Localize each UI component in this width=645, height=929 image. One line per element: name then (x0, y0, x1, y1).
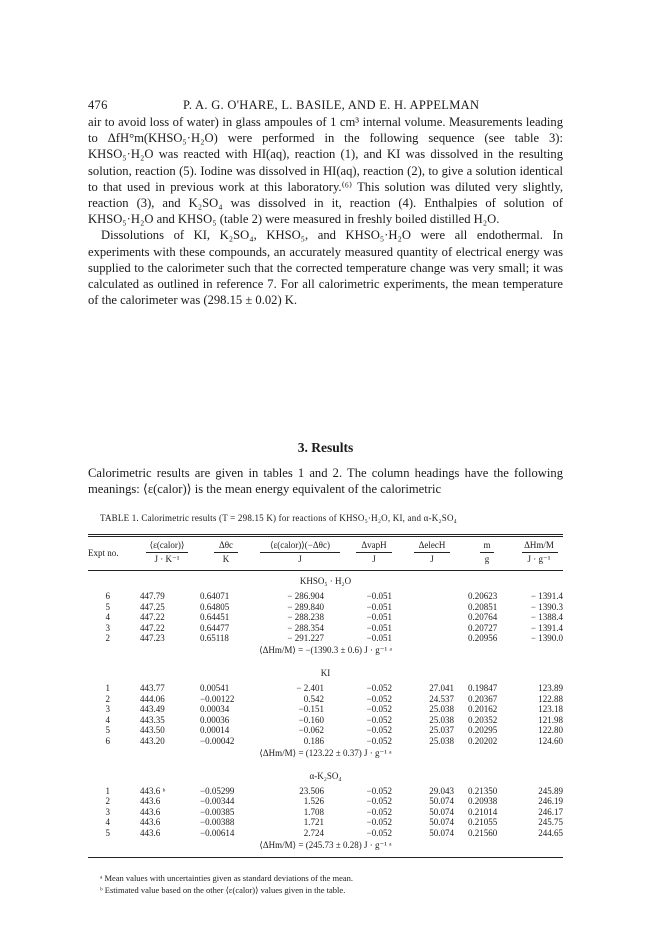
cell-delta-theta: 0.64451 (200, 612, 230, 623)
cell-delta-vap: −0.052 (366, 704, 392, 715)
cell-mass: 0.20295 (468, 725, 498, 736)
header-col5-fraction-line (414, 552, 450, 553)
cell-eps-calor: 443.6 (140, 806, 161, 817)
paragraph-dissolutions: Dissolutions of KI, K₂SO₄, KHSO₅, and KHSO₅·H₂O were all endothermal. In experiments with these compounds, an accurately measured quantity of electrical energy was supplied to the calorimeter such that the corrected temperature change was very small; it was calculated as outlined in reference 7. For all calorimetric experiments, the mean temperature of the calorimeter was (298.15 ± 0.02) K. (88, 228, 563, 308)
cell-energy: 23.506 (299, 785, 324, 796)
cell-expt-no: 5 (105, 828, 110, 838)
section-title: 3. Results (297, 440, 354, 455)
cell-energy: −0.160 (298, 714, 324, 725)
cell-delta-vap: −0.052 (366, 736, 392, 746)
cell-delta-vap: −0.051 (366, 612, 392, 623)
cell-eps-calor: 443.6 ᵇ (140, 785, 166, 796)
cell-delta-h-per-m: 123.89 (538, 683, 563, 693)
cell-eps-calor: 443.49 (140, 704, 165, 715)
cell-mass: 0.20162 (468, 704, 498, 715)
footnote-b: ᵇ Estimated value based on the other ⟨ε(calor)⟩ values given in the table. (100, 885, 346, 895)
table-row (88, 736, 563, 748)
cell-delta-elec: 25.038 (429, 704, 454, 715)
header-col7-bottom: J · g⁻¹ (527, 554, 551, 564)
cell-mass: 0.19847 (468, 683, 498, 693)
cell-delta-h-per-m: 123.18 (538, 704, 563, 715)
cell-eps-calor: 443.6 (140, 796, 161, 807)
cell-delta-vap: −0.052 (366, 796, 392, 807)
cell-delta-h-per-m: 246.19 (538, 796, 563, 807)
header-col3-top: ⟨ε(calor)⟩(−Δθc) (270, 540, 330, 550)
cell-expt-no: 3 (105, 806, 110, 817)
header-col6-bottom: g (484, 554, 490, 564)
cell-delta-theta: 0.00541 (200, 683, 230, 693)
header-col4-fraction-line (356, 552, 392, 553)
cell-delta-theta: −0.00042 (200, 736, 235, 746)
cell-mass: 0.20956 (468, 633, 498, 644)
cell-energy: 1.721 (303, 817, 324, 828)
header-col1-top: ⟨ε(calor)⟩ (149, 540, 185, 550)
cell-delta-theta: 0.64805 (200, 601, 230, 612)
cell-energy: −0.151 (298, 704, 324, 715)
cell-delta-elec: 25.038 (429, 736, 454, 746)
cell-mass: 0.20623 (468, 591, 498, 601)
cell-delta-vap: −0.052 (366, 785, 392, 796)
cell-eps-calor: 447.22 (140, 622, 165, 633)
cell-delta-theta: −0.00388 (200, 817, 235, 828)
header-col6-top: m (483, 540, 491, 550)
cell-delta-h-per-m: 244.65 (538, 828, 563, 838)
header-col1-bottom: J · K⁻¹ (154, 554, 180, 564)
cell-delta-h-per-m: 122.80 (538, 725, 563, 736)
cell-energy: 1.526 (303, 796, 324, 807)
cell-mass: 0.20727 (468, 622, 498, 633)
group-title: α-K₂SO₄ (309, 770, 342, 781)
running-head: P. A. G. O'HARE, L. BASILE, AND E. H. APPELMAN (183, 98, 480, 112)
cell-delta-elec: 50.074 (429, 828, 454, 838)
table-footnotes (100, 872, 560, 896)
cell-delta-vap: −0.052 (366, 817, 392, 828)
cell-mass: 0.21055 (468, 817, 498, 828)
cell-delta-h-per-m: 245.75 (538, 817, 563, 828)
cell-delta-h-per-m: − 1388.4 (530, 612, 563, 623)
cell-energy: − 288.354 (287, 622, 324, 633)
cell-eps-calor: 443.6 (140, 828, 161, 838)
cell-expt-no: 4 (105, 714, 110, 725)
cell-delta-elec: 24.537 (429, 693, 454, 704)
table-top-rule (88, 534, 563, 535)
cell-eps-calor: 447.79 (140, 591, 165, 601)
cell-mass: 0.20764 (468, 612, 498, 623)
cell-energy: 1.708 (303, 806, 324, 817)
cell-energy: −0.062 (298, 725, 324, 736)
cell-expt-no: 5 (105, 601, 110, 612)
cell-mass: 0.21014 (468, 806, 498, 817)
cell-delta-theta: −0.00344 (200, 796, 235, 807)
cell-delta-elec: 25.037 (429, 725, 454, 736)
header-col7-top: ΔHm/M (524, 540, 554, 550)
cell-delta-h-per-m: − 1390.0 (530, 633, 563, 644)
cell-expt-no: 6 (105, 736, 110, 746)
cell-delta-h-per-m: 245.89 (538, 785, 563, 796)
header-col4-bottom: J (372, 554, 376, 564)
header-expt-no: Expt no. (88, 548, 119, 558)
cell-delta-vap: −0.052 (366, 693, 392, 704)
header-col3-fraction-line (260, 552, 340, 553)
cell-delta-theta: 0.64477 (200, 622, 230, 633)
cell-eps-calor: 447.25 (140, 601, 165, 612)
cell-delta-theta: 0.64071 (200, 591, 230, 601)
header-col3-bottom: J (298, 554, 302, 564)
group-title: KI (320, 668, 331, 678)
cell-expt-no: 1 (105, 683, 110, 693)
cell-expt-no: 2 (105, 796, 110, 807)
cell-mass: 0.20851 (468, 601, 498, 612)
table-top-rule-double (88, 536, 563, 537)
cell-delta-h-per-m: 121.98 (538, 714, 563, 725)
cell-delta-theta: 0.00036 (200, 714, 230, 725)
cell-eps-calor: 443.20 (140, 736, 165, 746)
page-number: 476 (88, 98, 108, 112)
cell-mass: 0.20938 (468, 796, 498, 807)
cell-delta-theta: 0.00014 (200, 725, 230, 736)
cell-expt-no: 2 (105, 633, 110, 644)
table-caption: TABLE 1. Calorimetric results (T = 298.15 K) for reactions of KHSO₅·H₂O, KI, and α-K₂SO₄ (100, 513, 457, 523)
cell-delta-vap: −0.051 (366, 622, 392, 633)
cell-delta-vap: −0.052 (366, 725, 392, 736)
body-text (88, 114, 563, 308)
cell-energy: − 291.227 (287, 633, 324, 644)
cell-mass: 0.21350 (468, 785, 498, 796)
cell-delta-vap: −0.052 (366, 806, 392, 817)
cell-expt-no: 5 (105, 725, 110, 736)
cell-eps-calor: 447.23 (140, 633, 165, 644)
cell-delta-elec: 25.038 (429, 714, 454, 725)
table-bottom-rule (88, 857, 563, 858)
cell-eps-calor: 447.22 (140, 612, 165, 623)
cell-delta-theta: −0.00122 (200, 693, 235, 704)
header-col2-top: Δθc (218, 540, 234, 550)
cell-delta-h-per-m: − 1391.4 (530, 591, 563, 601)
cell-delta-h-per-m: − 1391.4 (530, 622, 563, 633)
header-col7-fraction-line (522, 552, 558, 553)
cell-expt-no: 3 (105, 704, 110, 715)
footnote-a: ᵃ Mean values with uncertainties given as standard deviations of the mean. (100, 873, 353, 883)
table-row (88, 633, 563, 645)
cell-eps-calor: 443.6 (140, 817, 161, 828)
cell-expt-no: 6 (105, 591, 110, 601)
cell-delta-vap: −0.052 (366, 683, 392, 693)
table-header-rule (88, 570, 563, 571)
header-col5-top: ΔelecH (418, 540, 446, 550)
cell-energy: − 289.840 (287, 601, 324, 612)
paragraph-continued: air to avoid loss of water) in glass ampoules of 1 cm³ internal volume. Measurements leading to ΔfH°m(KHSO₅·H₂O) were performed in the following sequence (see table 3): KHSO₅·H₂O was reacted with HI(aq), reaction (1), and KI was dissolved in the resulting solution, reaction (5). Iodine was dissolved in HI(aq), reaction (2), to give a solution identical to that used in previous work at this laboratory.⁽⁶⁾ This solution was diluted very slightly, reaction (3), and K₂SO₄ was dissolved in it, reaction (4). Enthalpies of solution of KHSO₅·H₂O and KHSO₅ (table 2) were measured in freshly boiled distilled H₂O. (88, 115, 563, 227)
results-paragraph: Calorimetric results are given in tables 1 and 2. The column headings have the following meanings: ⟨ε(calor)⟩ is the mean energy equivalent of the calorimetric (88, 466, 563, 497)
cell-delta-h-per-m: 246.17 (538, 806, 563, 817)
cell-energy: 0.542 (303, 693, 324, 704)
header-col6-fraction-line (480, 552, 494, 553)
header-col2-fraction-line (214, 552, 238, 553)
header-col5-bottom: J (430, 554, 434, 564)
cell-expt-no: 4 (105, 817, 110, 828)
cell-delta-theta: −0.00385 (200, 806, 235, 817)
cell-mass: 0.21560 (468, 828, 498, 838)
cell-delta-elec: 50.074 (429, 806, 454, 817)
cell-delta-h-per-m: − 1390.3 (530, 601, 563, 612)
cell-delta-theta: −0.05299 (200, 785, 235, 796)
cell-delta-theta: 0.65118 (200, 633, 229, 644)
cell-eps-calor: 444.06 (140, 693, 165, 704)
cell-delta-vap: −0.052 (366, 714, 392, 725)
cell-mass: 0.20352 (468, 714, 498, 725)
cell-energy: − 2.401 (296, 683, 324, 693)
cell-energy: − 288.238 (287, 612, 324, 623)
cell-delta-theta: 0.00034 (200, 704, 230, 715)
group-mean: ⟨ΔHm/M⟩ = −(1390.3 ± 0.6) J · g⁻¹ ᵃ (259, 645, 392, 655)
group-mean: ⟨ΔHm/M⟩ = (123.22 ± 0.37) J · g⁻¹ ᵃ (259, 747, 392, 758)
cell-mass: 0.20202 (468, 736, 498, 746)
table-row (88, 828, 563, 840)
cell-delta-elec: 50.074 (429, 817, 454, 828)
cell-mass: 0.20367 (468, 693, 498, 704)
cell-delta-h-per-m: 124.60 (538, 736, 563, 746)
cell-delta-vap: −0.051 (366, 633, 392, 644)
header-col2-bottom: K (222, 554, 230, 564)
header-col4-top: ΔvapH (361, 540, 387, 550)
cell-delta-elec: 29.043 (429, 785, 454, 796)
cell-delta-theta: −0.00614 (200, 828, 235, 838)
cell-energy: 0.186 (303, 736, 324, 746)
cell-delta-elec: 27.041 (429, 683, 454, 693)
cell-expt-no: 3 (105, 622, 110, 633)
cell-energy: 2.724 (303, 828, 324, 838)
cell-delta-vap: −0.051 (366, 601, 392, 612)
group-mean: ⟨ΔHm/M⟩ = (245.73 ± 0.28) J · g⁻¹ ᵃ (259, 839, 392, 850)
cell-delta-vap: −0.051 (366, 591, 392, 601)
cell-delta-h-per-m: 122.88 (538, 693, 563, 704)
cell-eps-calor: 443.77 (140, 683, 165, 693)
cell-eps-calor: 443.50 (140, 725, 165, 736)
group-title: KHSO₅ · H₂O (299, 576, 352, 586)
cell-delta-vap: −0.052 (366, 828, 392, 838)
cell-expt-no: 1 (105, 785, 110, 796)
cell-eps-calor: 443.35 (140, 714, 165, 725)
cell-energy: − 286.904 (287, 591, 324, 601)
cell-expt-no: 2 (105, 693, 110, 704)
cell-delta-elec: 50.074 (429, 796, 454, 807)
cell-expt-no: 4 (105, 612, 110, 623)
header-col1-fraction-line (146, 552, 188, 553)
